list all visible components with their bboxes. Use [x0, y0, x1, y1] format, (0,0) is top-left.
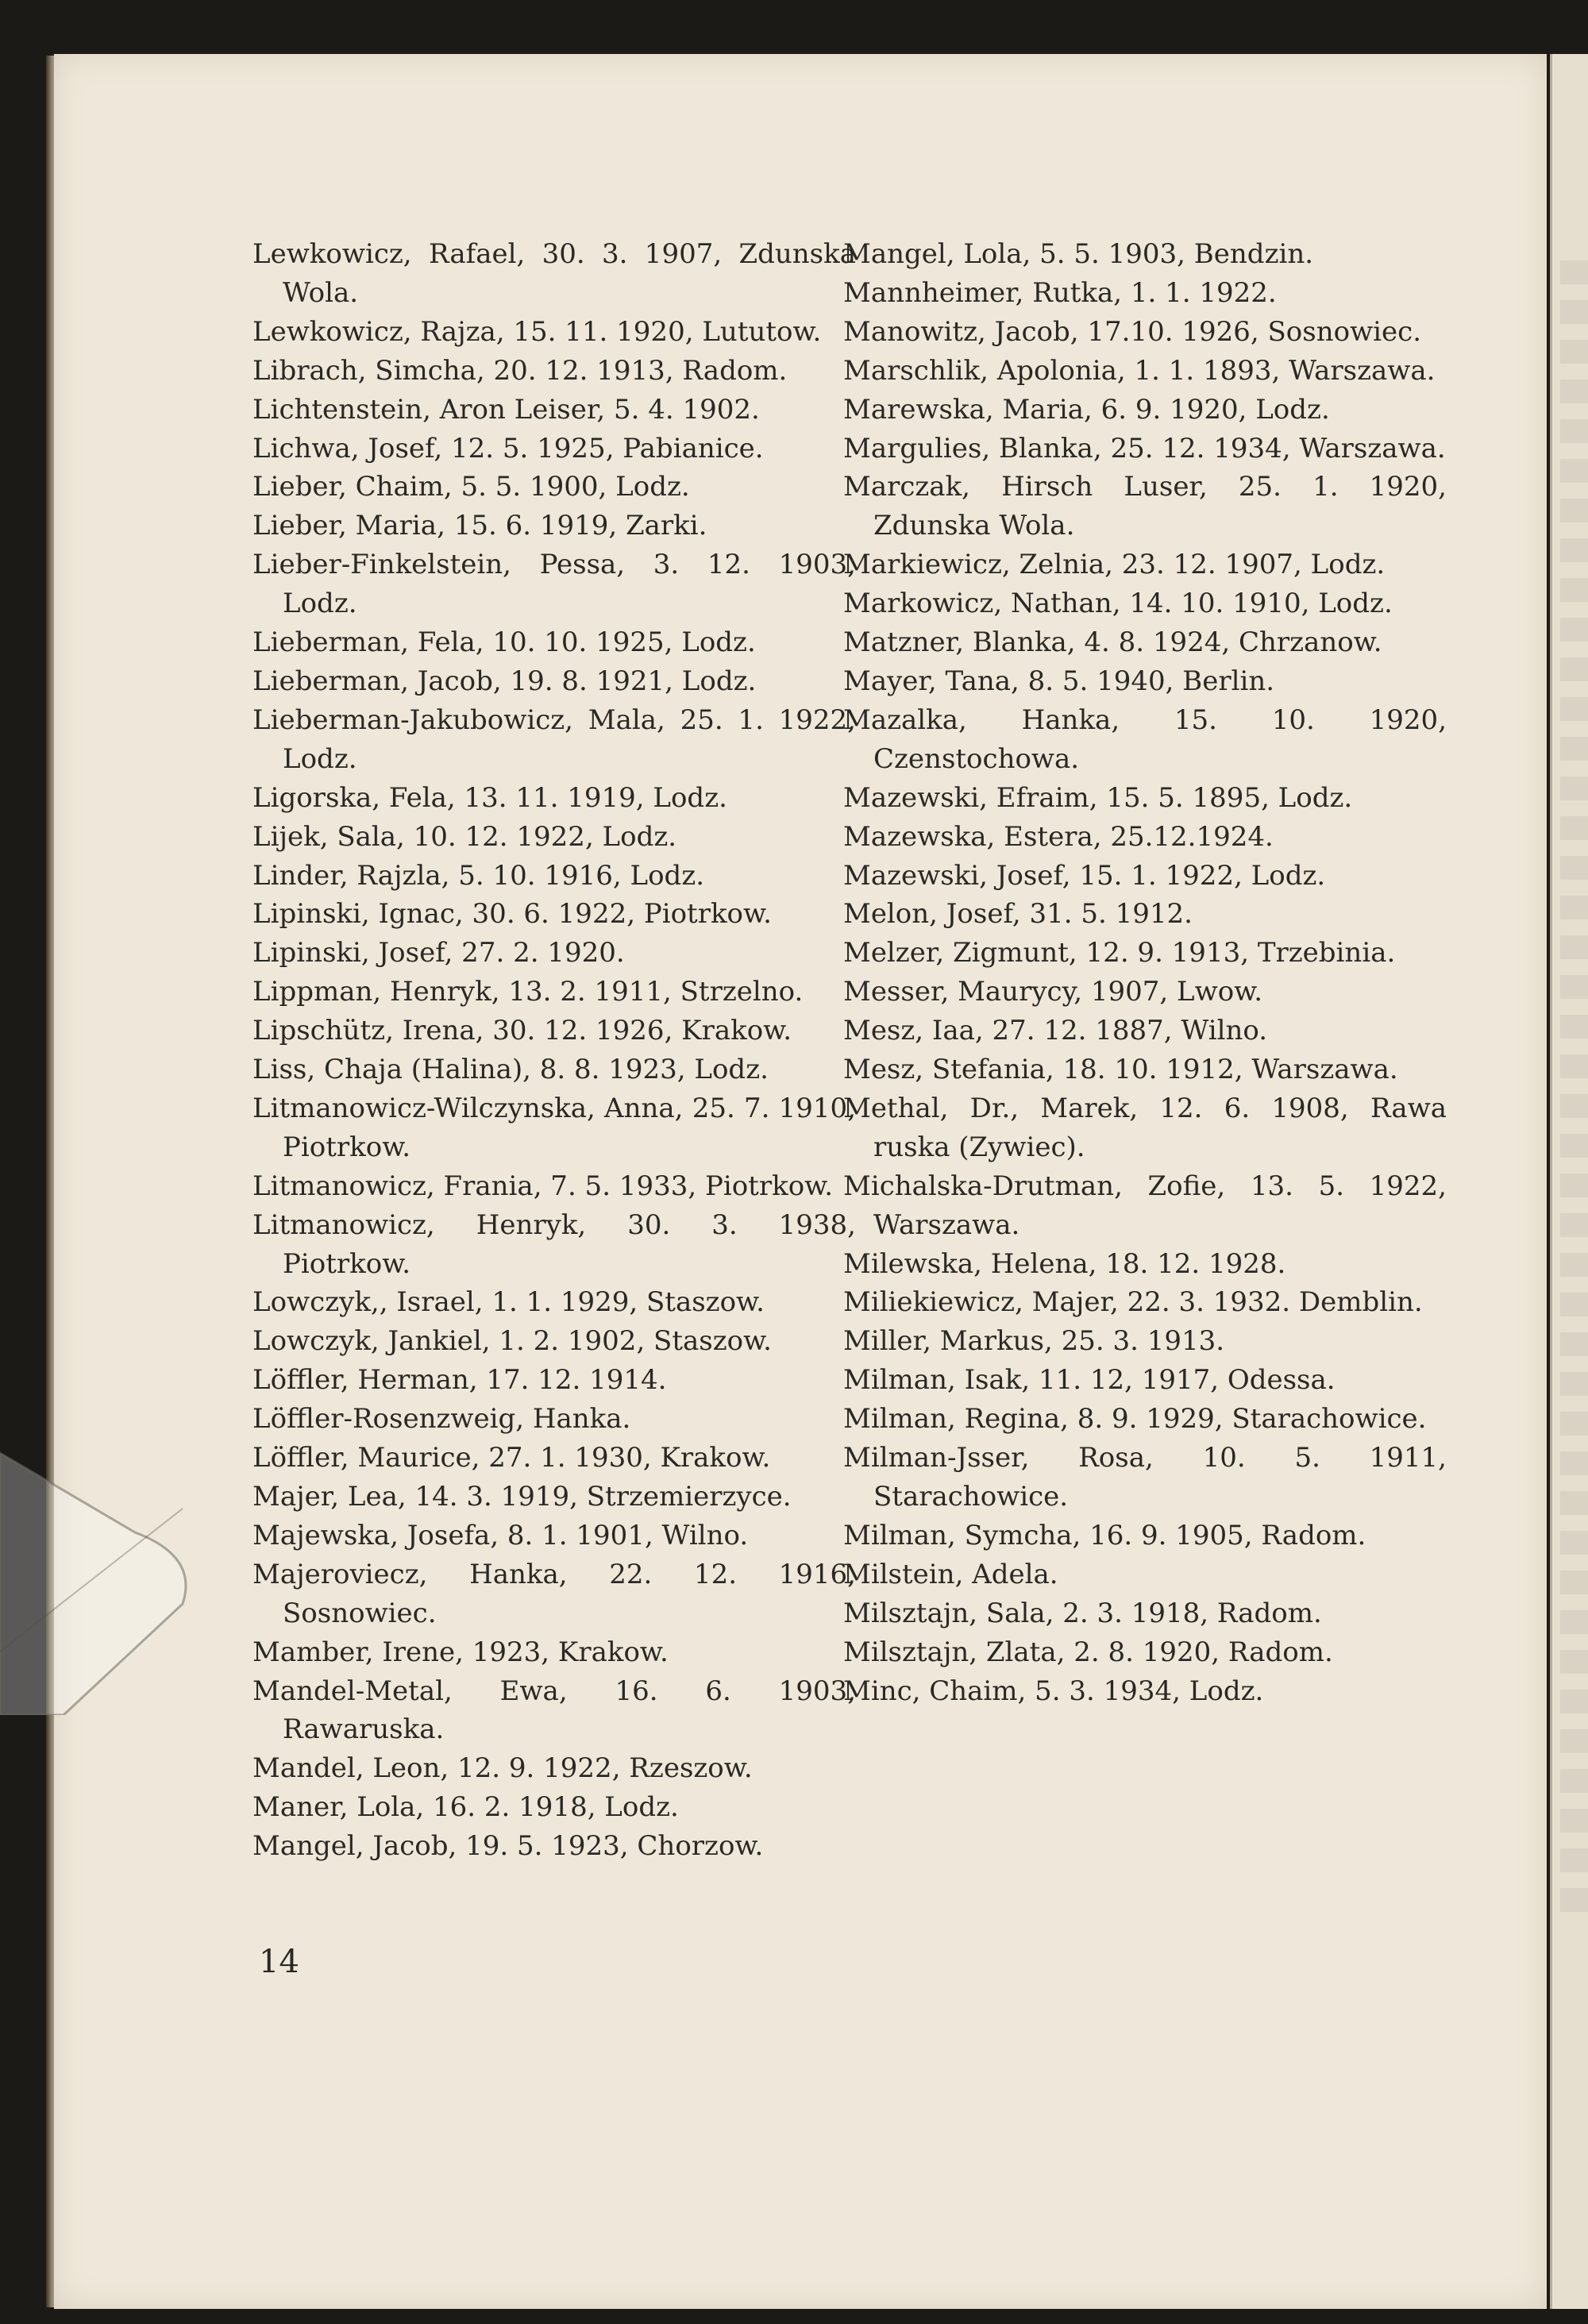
- list-entry: Mamber, Irene, 1923, Krakow.: [252, 1636, 669, 1668]
- list-entry: Miliekiewicz, Majer, 22. 3. 1932. Demblin.: [843, 1286, 1423, 1319]
- page-number: 14: [259, 1944, 299, 1980]
- list-entry: Lieberman, Jacob, 19. 8. 1921, Lodz.: [252, 665, 757, 697]
- list-entry: Majer, Lea, 14. 3. 1919, Strzemierzyce.: [252, 1481, 792, 1513]
- list-entry: Matzner, Blanka, 4. 8. 1924, Chrzanow.: [843, 626, 1382, 659]
- list-entry: Mazewski, Efraim, 15. 5. 1895, Lodz.: [843, 781, 1353, 814]
- list-entry: Milman, Regina, 8. 9. 1929, Starachowice.: [843, 1403, 1427, 1436]
- list-entry: Michalska-Drutman, Zofie, 13. 5. 1922, Warszawa.: [843, 1170, 1447, 1241]
- list-entry: Maner, Lola, 16. 2. 1918, Lodz.: [252, 1791, 679, 1824]
- list-entry: Lowczyk,, Israel, 1. 1. 1929, Staszow.: [252, 1286, 765, 1319]
- list-entry: Lichwa, Josef, 12. 5. 1925, Pabianice.: [252, 432, 764, 464]
- list-entry: Ligorska, Fela, 13. 11. 1919, Lodz.: [252, 781, 727, 814]
- list-entry: Majeroviecz, Hanka, 22. 12. 1916, Sosnowiec.: [252, 1558, 856, 1629]
- show-through-text: [1560, 260, 1588, 1928]
- list-entry: Lieber-Finkelstein, Pessa, 3. 12. 1903, Lodz.: [252, 549, 856, 620]
- list-entry: Milman-Jsser, Rosa, 10. 5. 1911, Starachowice.: [843, 1442, 1447, 1513]
- list-entry: Mesz, Iaa, 27. 12. 1887, Wilno.: [843, 1015, 1268, 1047]
- list-entry: Mandel-Metal, Ewa, 16. 6. 1903, Rawaruska.: [252, 1675, 856, 1746]
- list-entry: Mandel, Leon, 12. 9. 1922, Rzeszow.: [252, 1752, 753, 1785]
- list-entry: Lowczyk, Jankiel, 1. 2. 1902, Staszow.: [252, 1325, 772, 1358]
- list-entry: Lewkowicz, Rafael, 30. 3. 1907, Zdunska Wola.: [252, 238, 856, 309]
- list-entry: Mangel, Lola, 5. 5. 1903, Bendzin.: [843, 238, 1314, 270]
- list-entry: Lewkowicz, Rajza, 15. 11. 1920, Lututow.: [252, 315, 822, 348]
- list-entry: Lijek, Sala, 10. 12. 1922, Lodz.: [252, 820, 677, 853]
- list-entry: Milsztajn, Zlata, 2. 8. 1920, Radom.: [843, 1636, 1333, 1668]
- list-entry: Melon, Josef, 31. 5. 1912.: [843, 898, 1193, 931]
- list-entry: Markowicz, Nathan, 14. 10. 1910, Lodz.: [843, 588, 1393, 620]
- list-entry: Löffler-Rosenzweig, Hanka.: [252, 1403, 631, 1436]
- list-entry: Mesz, Stefania, 18. 10. 1912, Warszawa.: [843, 1054, 1398, 1086]
- list-entry: Liss, Chaja (Halina), 8. 8. 1923, Lodz.: [252, 1054, 769, 1086]
- list-entry: Messer, Maurycy, 1907, Lwow.: [843, 976, 1263, 1008]
- list-entry: Milman, Symcha, 16. 9. 1905, Radom.: [843, 1519, 1366, 1551]
- list-entry: Margulies, Blanka, 25. 12. 1934, Warszawa.: [843, 432, 1446, 464]
- list-entry: Minc, Chaim, 5. 3. 1934, Lodz.: [843, 1675, 1264, 1707]
- list-entry: Methal, Dr., Marek, 12. 6. 1908, Rawa ruska (Zywiec).: [843, 1092, 1447, 1163]
- list-entry: Milsztajn, Sala, 2. 3. 1918, Radom.: [843, 1597, 1322, 1629]
- list-entry: Litmanowicz-Wilczynska, Anna, 25. 7. 1910, Piotrkow.: [252, 1092, 856, 1163]
- right-column: [843, 235, 1447, 1710]
- list-entry: Löffler, Maurice, 27. 1. 1930, Krakow.: [252, 1442, 771, 1474]
- list-entry: Marczak, Hirsch Luser, 25. 1. 1920, Zdunska Wola.: [843, 471, 1447, 542]
- list-entry: Lipschütz, Irena, 30. 12. 1926, Krakow.: [252, 1015, 792, 1047]
- list-entry: Lieberman, Fela, 10. 10. 1925, Lodz.: [252, 626, 756, 659]
- list-entry: Litmanowicz, Frania, 7. 5. 1933, Piotrkow.: [252, 1170, 834, 1202]
- list-entry: Lipinski, Josef, 27. 2. 1920.: [252, 937, 625, 969]
- list-entry: Majewska, Josefa, 8. 1. 1901, Wilno.: [252, 1519, 749, 1551]
- list-entry: Milman, Isak, 11. 12, 1917, Odessa.: [843, 1364, 1336, 1397]
- list-entry: Librach, Simcha, 20. 12. 1913, Radom.: [252, 354, 788, 387]
- list-entry: Linder, Rajzla, 5. 10. 1916, Lodz.: [252, 859, 705, 892]
- left-column: [252, 235, 856, 1866]
- list-entry: Mazalka, Hanka, 15. 10. 1920, Czenstochowa.: [843, 703, 1447, 775]
- list-entry: Lichtenstein, Aron Leiser, 5. 4. 1902.: [252, 393, 760, 426]
- list-entry: Marschlik, Apolonia, 1. 1. 1893, Warszawa.: [843, 354, 1436, 387]
- list-entry: Lipinski, Ignac, 30. 6. 1922, Piotrkow.: [252, 898, 772, 931]
- list-entry: Milstein, Adela.: [843, 1558, 1058, 1590]
- list-entry: Marewska, Maria, 6. 9. 1920, Lodz.: [843, 393, 1330, 426]
- adjacent-page-edge: [1550, 54, 1588, 2309]
- list-entry: Miller, Markus, 25. 3. 1913.: [843, 1325, 1225, 1358]
- list-entry: Melzer, Zigmunt, 12. 9. 1913, Trzebinia.: [843, 937, 1396, 969]
- list-entry: Lieber, Chaim, 5. 5. 1900, Lodz.: [252, 471, 690, 503]
- list-entry: Lieber, Maria, 15. 6. 1919, Zarki.: [252, 510, 707, 542]
- list-entry: Mayer, Tana, 8. 5. 1940, Berlin.: [843, 665, 1275, 697]
- list-entry: Litmanowicz, Henryk, 30. 3. 1938, Piotrkow.: [252, 1208, 856, 1280]
- list-entry: Milewska, Helena, 18. 12. 1928.: [843, 1247, 1286, 1280]
- list-entry: Lieberman-Jakubowicz, Mala, 25. 1. 1922, Lodz.: [252, 703, 856, 775]
- list-entry: Mazewski, Josef, 15. 1. 1922, Lodz.: [843, 859, 1326, 892]
- list-entry: Mangel, Jacob, 19. 5. 1923, Chorzow.: [252, 1830, 764, 1863]
- list-entry: Löffler, Herman, 17. 12. 1914.: [252, 1364, 667, 1397]
- list-entry: Mazewska, Estera, 25.12.1924.: [843, 820, 1274, 853]
- list-entry: Manowitz, Jacob, 17.10. 1926, Sosnowiec.: [843, 315, 1422, 348]
- list-entry: Lippman, Henryk, 13. 2. 1911, Strzelno.: [252, 976, 804, 1008]
- list-entry: Mannheimer, Rutka, 1. 1. 1922.: [843, 276, 1277, 309]
- list-entry: Markiewicz, Zelnia, 23. 12. 1907, Lodz.: [843, 549, 1386, 581]
